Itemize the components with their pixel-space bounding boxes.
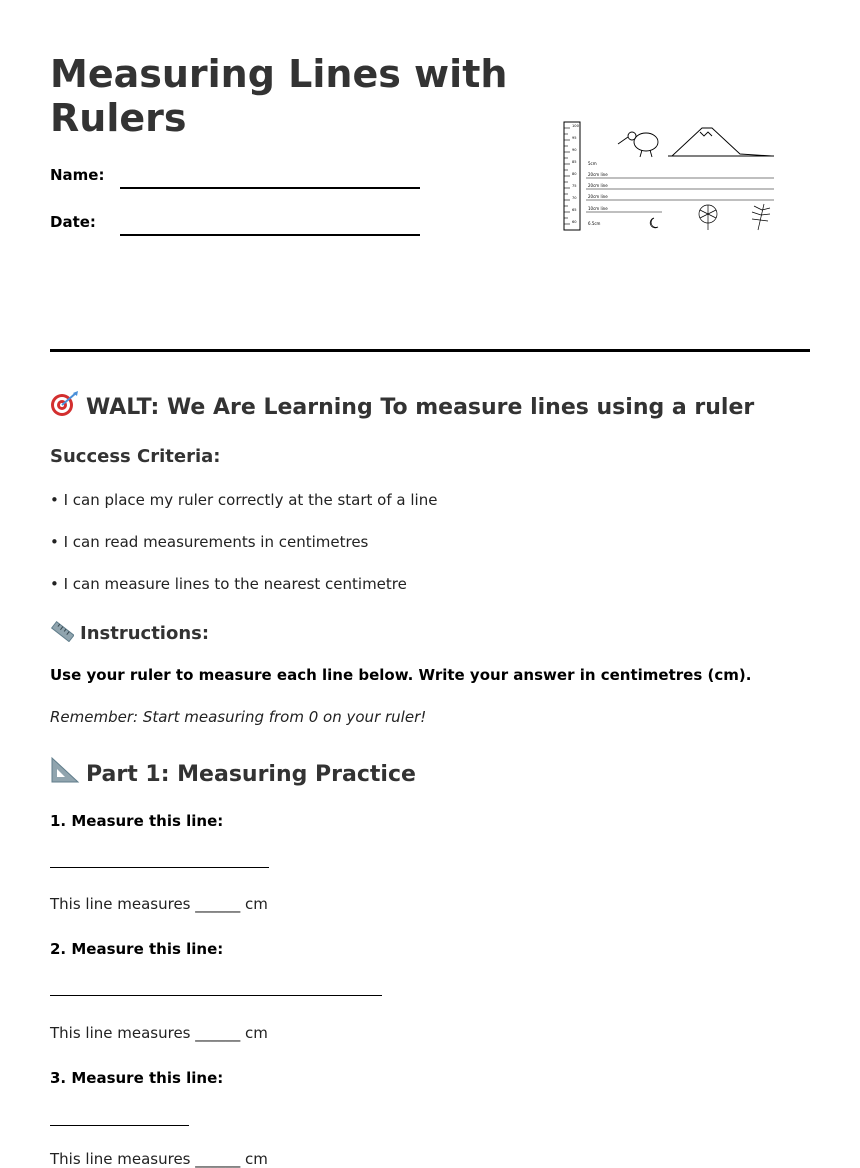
part1-heading-text: Part 1: Measuring Practice	[86, 762, 416, 787]
instructions-heading	[50, 620, 209, 647]
kiwi-bird-icon	[618, 132, 658, 157]
ruler-nature-illustration	[562, 120, 782, 232]
measure-line	[50, 1125, 189, 1126]
measure-line	[50, 867, 269, 868]
svg-text:75: 75	[572, 184, 577, 188]
reminder-text: Remember: Start measuring from 0 on your ruler!	[50, 708, 427, 726]
question-label: 2. Measure this line:	[50, 940, 224, 958]
instructions-text: Use your ruler to measure each line below. Write your answer in centimetres (cm).	[50, 666, 752, 684]
success-criteria-heading: Success Criteria:	[50, 446, 221, 467]
svg-text:5cm: 5cm	[588, 161, 597, 166]
answer-text[interactable]: This line measures ______ cm	[50, 1150, 268, 1168]
plant-icon	[699, 205, 717, 230]
answer-text[interactable]: This line measures ______ cm	[50, 895, 268, 913]
svg-text:20cm line: 20cm line	[588, 194, 608, 199]
set-square-icon	[50, 756, 80, 790]
name-label: Name:	[50, 166, 105, 184]
svg-text:20cm line: 20cm line	[588, 183, 608, 188]
mountain-icon	[668, 128, 774, 156]
walt-heading-text: WALT: We Are Learning To measure lines using a ruler	[86, 395, 755, 420]
ruler-icon	[50, 620, 74, 647]
question-label: 1. Measure this line:	[50, 812, 224, 830]
svg-text:90: 90	[572, 148, 577, 152]
svg-text:95: 95	[572, 136, 577, 140]
svg-text:65: 65	[572, 208, 577, 212]
date-field[interactable]	[120, 234, 420, 236]
criteria-item: • I can measure lines to the nearest centimetre	[50, 575, 407, 593]
name-field[interactable]	[120, 187, 420, 189]
criteria-item: • I can read measurements in centimetres	[50, 533, 369, 551]
svg-text:6.5cm: 6.5cm	[588, 221, 601, 226]
fern-icon	[752, 204, 770, 230]
instructions-heading-text: Instructions:	[80, 623, 210, 644]
question-label: 3. Measure this line:	[50, 1069, 224, 1087]
moon-icon	[650, 218, 658, 228]
walt-heading	[50, 391, 754, 423]
svg-text:60: 60	[572, 220, 577, 224]
part1-heading	[50, 756, 416, 790]
svg-text:70: 70	[572, 196, 577, 200]
measure-line	[50, 995, 382, 996]
date-label: Date:	[50, 213, 96, 231]
svg-text:20cm line: 20cm line	[588, 172, 608, 177]
target-icon	[50, 391, 80, 423]
page-title: Measuring Lines with Rulers	[50, 52, 508, 140]
section-divider	[50, 349, 810, 352]
answer-text[interactable]: This line measures ______ cm	[50, 1024, 268, 1042]
svg-text:100: 100	[572, 124, 579, 128]
svg-text:10cm line: 10cm line	[588, 206, 608, 211]
criteria-item: • I can place my ruler correctly at the start of a line	[50, 491, 438, 509]
svg-text:85: 85	[572, 160, 577, 164]
svg-text:80: 80	[572, 172, 577, 176]
